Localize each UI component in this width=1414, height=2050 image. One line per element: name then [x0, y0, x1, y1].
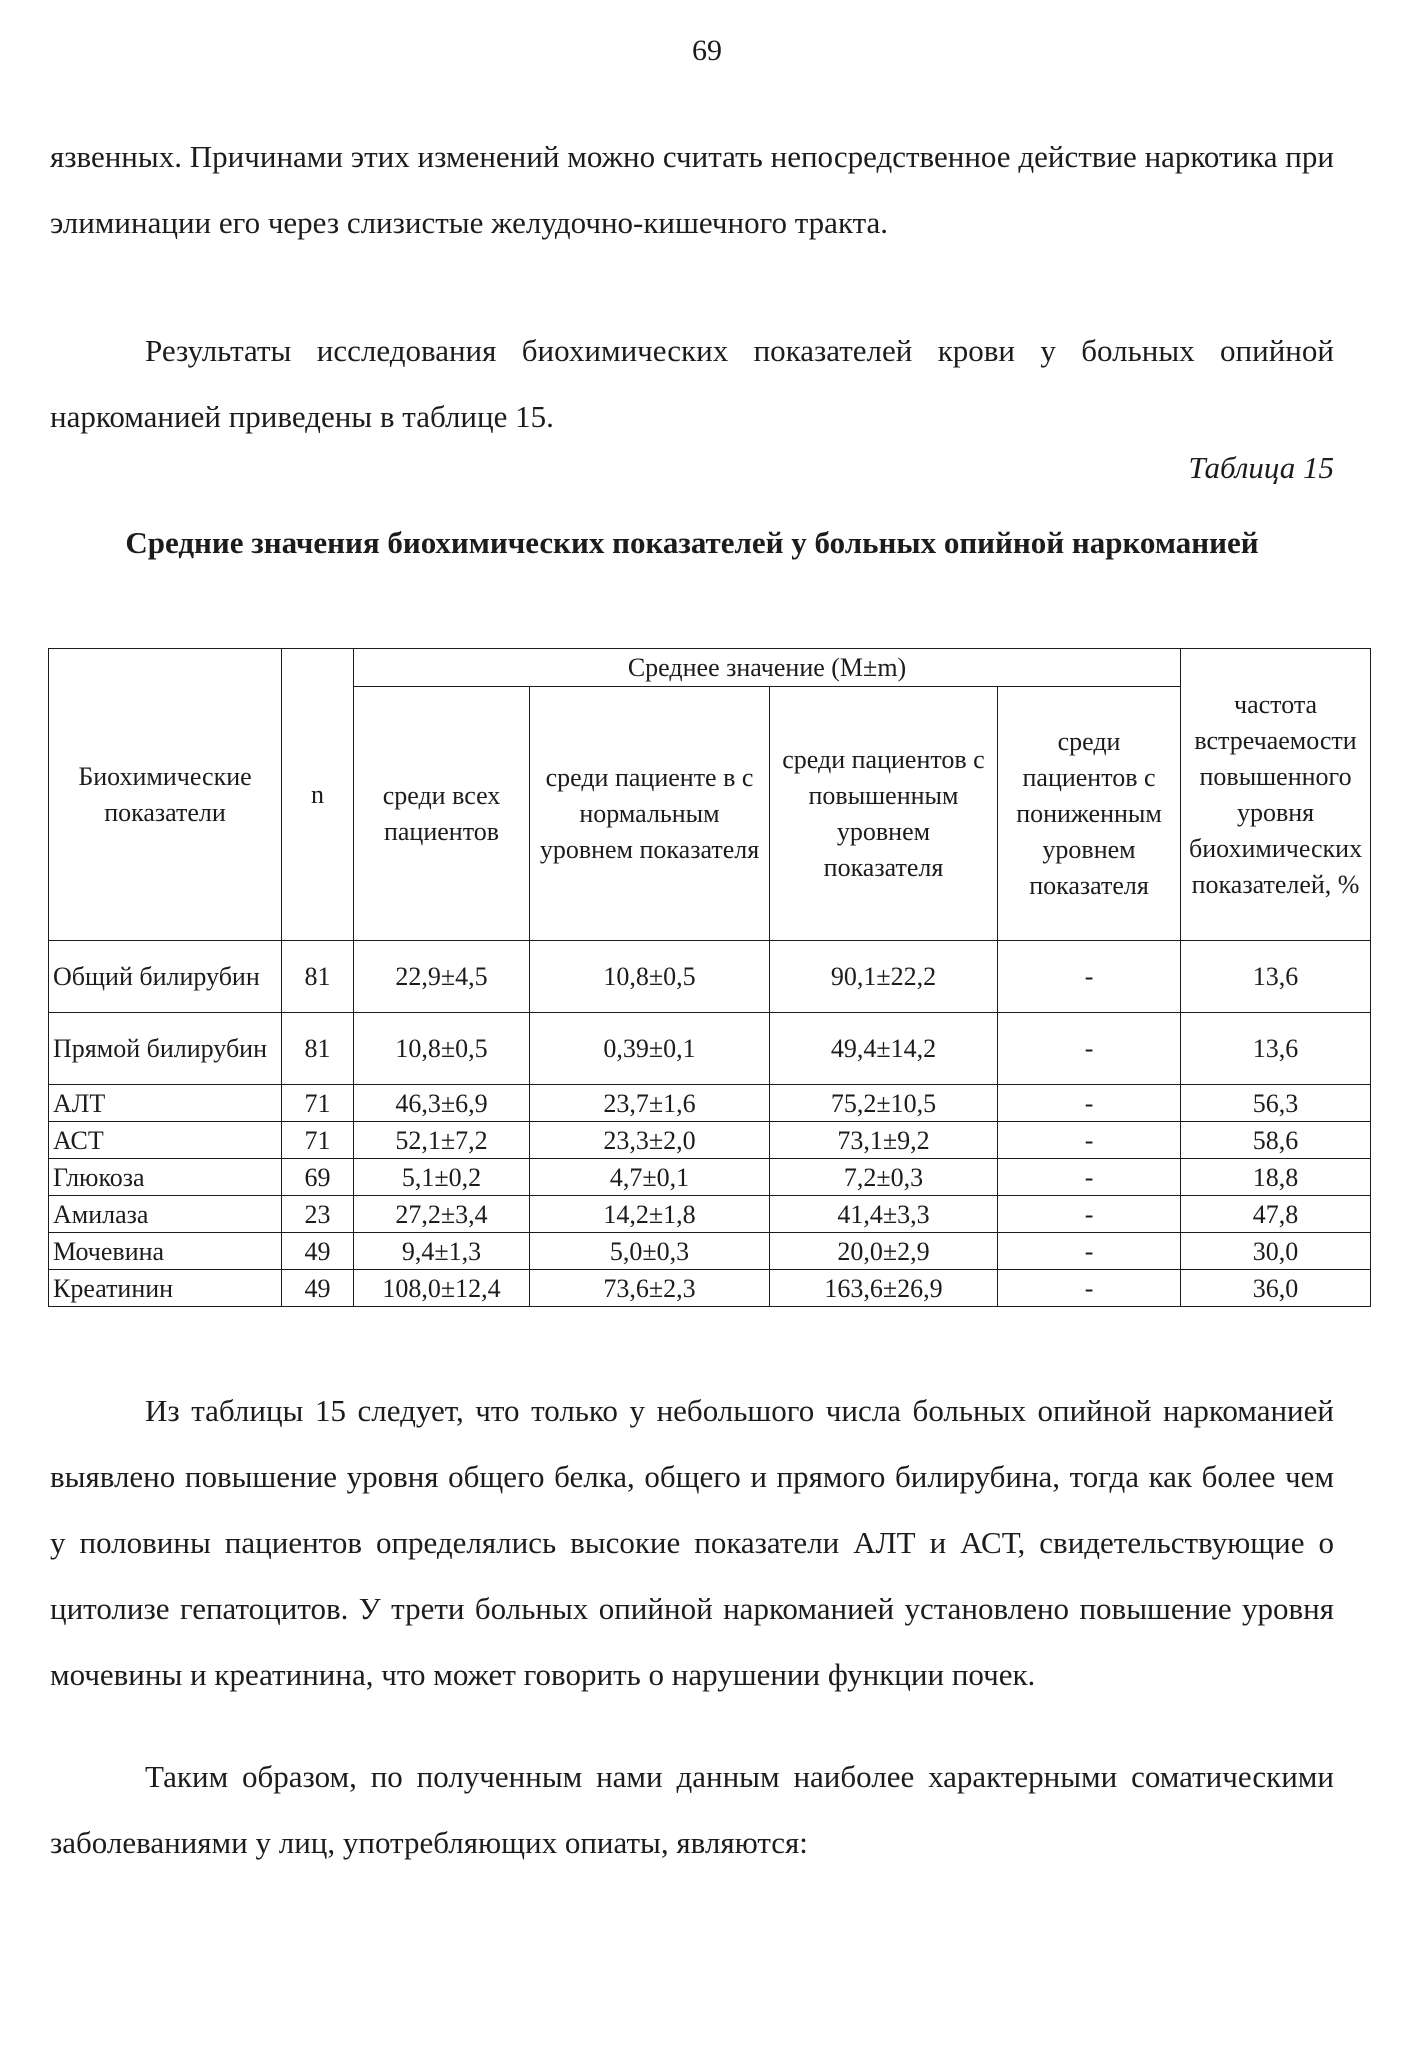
header-normal-level: среди пациенте в с нормальным уровнем показателя — [530, 687, 770, 941]
table-row — [49, 1122, 1371, 1159]
row-name: Креатинин — [49, 1270, 282, 1307]
row-name: Мочевина — [49, 1233, 282, 1270]
row-n: 49 — [282, 1270, 354, 1307]
header-indicator: Биохимические показатели — [49, 649, 282, 941]
row-all: 22,9±4,5 — [354, 941, 530, 1013]
row-all: 46,3±6,9 — [354, 1085, 530, 1122]
row-normal: 23,7±1,6 — [530, 1085, 770, 1122]
row-freq: 47,8 — [1181, 1196, 1371, 1233]
row-n: 49 — [282, 1233, 354, 1270]
row-low: - — [998, 1085, 1181, 1122]
row-name: Прямой билирубин — [49, 1013, 282, 1085]
row-freq: 13,6 — [1181, 941, 1371, 1013]
row-freq: 56,3 — [1181, 1085, 1371, 1122]
row-n: 71 — [282, 1122, 354, 1159]
row-low: - — [998, 1270, 1181, 1307]
row-name: АЛТ — [49, 1085, 282, 1122]
paragraph-table-analysis: Из таблицы 15 следует, что только у небольшого числа больных опийной наркоманией выявлено повышение уровня общего белка, общего и прямого билирубина, тогда как более чем у половины пациентов определялись высокие показатели АЛТ и АСТ, свидетельствующие о цитолизе гепатоцитов. У трети больных опийной наркоманией установлено повышение уровня мочевины и креатинина, что может говорить о нарушении функции почек. — [50, 1393, 1334, 1692]
row-all: 5,1±0,2 — [354, 1159, 530, 1196]
row-normal: 23,3±2,0 — [530, 1122, 770, 1159]
row-all: 27,2±3,4 — [354, 1196, 530, 1233]
table-row — [49, 1196, 1371, 1233]
row-low: - — [998, 941, 1181, 1013]
header-mean-group: Среднее значение (M±m) — [354, 649, 1181, 687]
row-low: - — [998, 1122, 1181, 1159]
row-normal: 5,0±0,3 — [530, 1233, 770, 1270]
table-row — [49, 1085, 1371, 1122]
row-n: 71 — [282, 1085, 354, 1122]
header-n: n — [282, 649, 354, 941]
row-low: - — [998, 1013, 1181, 1085]
row-n: 81 — [282, 941, 354, 1013]
row-normal: 10,8±0,5 — [530, 941, 770, 1013]
row-normal: 0,39±0,1 — [530, 1013, 770, 1085]
header-high-level: среди пациентов с повышенным уровнем показателя — [770, 687, 998, 941]
row-name: Общий билирубин — [49, 941, 282, 1013]
table-row — [49, 1013, 1371, 1085]
row-name: АСТ — [49, 1122, 282, 1159]
row-freq: 13,6 — [1181, 1013, 1371, 1085]
table-row — [49, 1159, 1371, 1196]
table-row — [49, 1233, 1371, 1270]
row-n: 23 — [282, 1196, 354, 1233]
table-title: Средние значения биохимических показателей у больных опийной наркоманией — [125, 525, 1259, 560]
row-high: 7,2±0,3 — [770, 1159, 998, 1196]
paragraph-results-intro: Результаты исследования биохимических показателей крови у больных опийной наркоманией приведены в таблице 15. — [50, 333, 1334, 434]
row-low: - — [998, 1159, 1181, 1196]
table-row — [49, 941, 1371, 1013]
header-frequency: частота встречаемости повышенного уровня биохимических показателей, % — [1181, 649, 1371, 941]
row-low: - — [998, 1233, 1181, 1270]
row-normal: 4,7±0,1 — [530, 1159, 770, 1196]
row-all: 10,8±0,5 — [354, 1013, 530, 1085]
row-freq: 58,6 — [1181, 1122, 1371, 1159]
row-high: 73,1±9,2 — [770, 1122, 998, 1159]
row-name: Амилаза — [49, 1196, 282, 1233]
row-high: 75,2±10,5 — [770, 1085, 998, 1122]
header-all-patients: среди всех пациентов — [354, 687, 530, 941]
paragraph-intro: язвенных. Причинами этих изменений можно считать непосредственное действие наркотика при элиминации его через слизистые желудочно-кишечного тракта. — [50, 139, 1334, 240]
row-freq: 18,8 — [1181, 1159, 1371, 1196]
row-n: 69 — [282, 1159, 354, 1196]
row-high: 20,0±2,9 — [770, 1233, 998, 1270]
row-all: 108,0±12,4 — [354, 1270, 530, 1307]
biochemistry-table — [48, 648, 1371, 1307]
row-normal: 73,6±2,3 — [530, 1270, 770, 1307]
row-low: - — [998, 1196, 1181, 1233]
table-label: Таблица 15 — [1188, 450, 1334, 485]
table-row — [49, 1270, 1371, 1307]
row-high: 49,4±14,2 — [770, 1013, 998, 1085]
row-high: 90,1±22,2 — [770, 941, 998, 1013]
row-high: 163,6±26,9 — [770, 1270, 998, 1307]
row-normal: 14,2±1,8 — [530, 1196, 770, 1233]
row-all: 9,4±1,3 — [354, 1233, 530, 1270]
row-freq: 36,0 — [1181, 1270, 1371, 1307]
header-low-level: среди пациентов с пониженным уровнем показателя — [998, 687, 1181, 941]
row-all: 52,1±7,2 — [354, 1122, 530, 1159]
row-name: Глюкоза — [49, 1159, 282, 1196]
row-freq: 30,0 — [1181, 1233, 1371, 1270]
paragraph-conclusion: Таким образом, по полученным нами данным наиболее характерными соматическими заболеваниями у лиц, употребляющих опиаты, являются: — [50, 1759, 1334, 1860]
page-number: 69 — [692, 34, 722, 67]
row-high: 41,4±3,3 — [770, 1196, 998, 1233]
row-n: 81 — [282, 1013, 354, 1085]
